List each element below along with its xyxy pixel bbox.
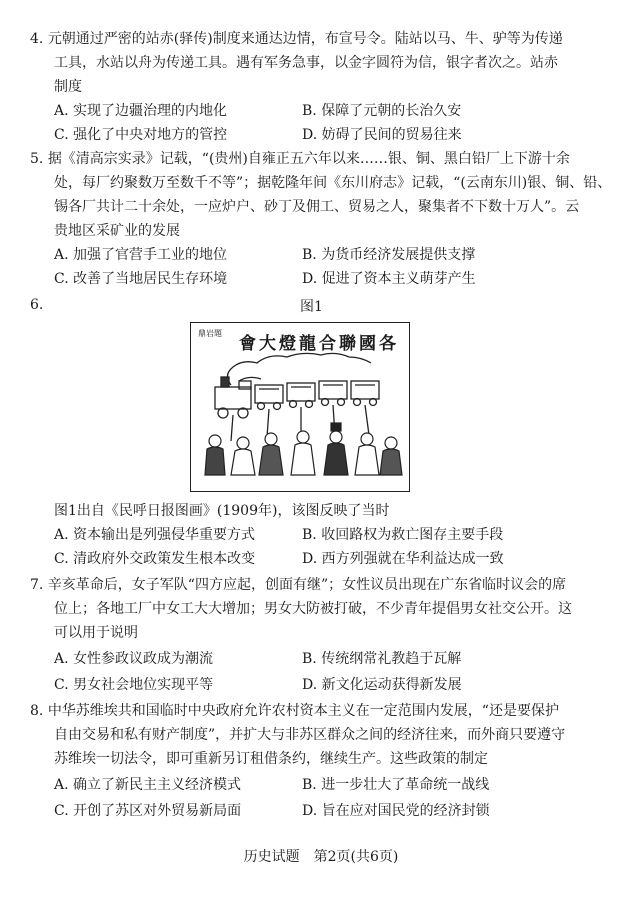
figure-label: 图1: [300, 299, 323, 315]
q7-stem-line-1: 7. 辛亥革命后，女子军队“四方应起，创面有继”；女性议员出现在广东省临时议会的席: [30, 577, 567, 593]
q5-stem-line-2: 处，每厂约聚数万至数千不等”；据乾隆年间《东川府志》记载，“(云南东川)银、铜、铅、: [54, 175, 612, 191]
q5-stem-line-3: 锡各厂共计二十余处，一应炉户、砂丁及佣工、贸易之人，聚集者不下数十万人”。云: [54, 199, 580, 215]
q5-option-d[interactable]: D. 促进了资本主义萌芽产生: [302, 271, 476, 287]
cartoon-signature: 鼎岩題: [198, 329, 222, 338]
q6-option-b[interactable]: B. 收回路权为救亡图存主要手段: [302, 527, 504, 543]
q4-option-a[interactable]: A. 实现了边疆治理的内地化: [54, 103, 228, 119]
q4-option-c[interactable]: C. 强化了中央对地方的管控: [54, 127, 228, 143]
q7-option-a[interactable]: A. 女性参政议政成为潮流: [54, 651, 214, 667]
q8-stem-line-2: 自由交易和私有财产制度”，并扩大与非苏区群众之间的经济往来，而外商只要遵守: [54, 727, 566, 743]
q5-option-b[interactable]: B. 为货币经济发展提供支撑: [302, 247, 476, 263]
q4-option-b[interactable]: B. 保障了元朝的长治久安: [302, 103, 462, 119]
q7-option-d[interactable]: D. 新文化运动获得新发展: [302, 677, 462, 693]
cartoon-title: 各國聯合龍燈大會: [239, 334, 399, 354]
q6-stem-line-1: 图1出自《民呼日报图画》(1909年)，该图反映了当时: [54, 503, 390, 519]
q8-option-b[interactable]: B. 进一步壮大了革命统一战线: [302, 777, 490, 793]
q7-stem-line-2: 位上；各地工厂中女工大大增加；男女大防被打破，不少青年提倡男女社交公开。这: [54, 601, 572, 617]
q4-option-d[interactable]: D. 妨碍了民间的贸易往来: [302, 127, 462, 143]
q5-stem-line-4: 贵地区采矿业的发展: [54, 223, 180, 239]
q8-option-a[interactable]: A. 确立了新民主主义经济模式: [54, 777, 242, 793]
q6-option-d[interactable]: D. 西方列强就在华利益达成一致: [302, 551, 504, 567]
q4-stem-line-2: 工具，水站以舟为传递工具。遇有军务急事，以金字圆符为信，银字者次之。站赤: [54, 55, 558, 71]
q6-option-a[interactable]: A. 资本输出是列强侵华重要方式: [54, 527, 256, 543]
q7-option-c[interactable]: C. 男女社会地位实现平等: [54, 677, 214, 693]
q6-option-c[interactable]: C. 清政府外交政策发生根本改变: [54, 551, 256, 567]
cartoon-figure: [190, 322, 410, 492]
q7-option-b[interactable]: B. 传统纲常礼教趋于瓦解: [302, 651, 462, 667]
q8-stem-line-1: 8. 中华苏维埃共和国临时中央政府允许农村资本主义在一定范围内发展，“还是要保护: [30, 703, 559, 719]
q4-stem-line-1: 4. 元朝通过严密的站赤(驿传)制度来通达边情，布宣号令。陆站以马、牛、驴等为传递: [30, 31, 563, 47]
q5-option-a[interactable]: A. 加强了官营手工业的地位: [54, 247, 228, 263]
q8-option-d[interactable]: D. 旨在应对国民党的经济封锁: [302, 803, 490, 819]
q8-stem-line-3: 苏维埃一切法令，即可重新另订租借条约，继续生产。这些政策的制定: [54, 751, 488, 767]
q5-option-c[interactable]: C. 改善了当地居民生存环境: [54, 271, 228, 287]
q7-stem-line-3: 可以用于说明: [54, 625, 138, 641]
q6-number: 6.: [30, 297, 44, 313]
page-footer: 历史试题 第2页(共6页): [243, 849, 399, 865]
q4-stem-line-3: 制度: [54, 79, 82, 95]
q5-stem-line-1: 5. 据《清高宗实录》记载，“(贵州)自雍正五六年以来……银、铜、黑白铅厂上下游十余: [30, 151, 570, 167]
q8-option-c[interactable]: C. 开创了苏区对外贸易新局面: [54, 803, 242, 819]
